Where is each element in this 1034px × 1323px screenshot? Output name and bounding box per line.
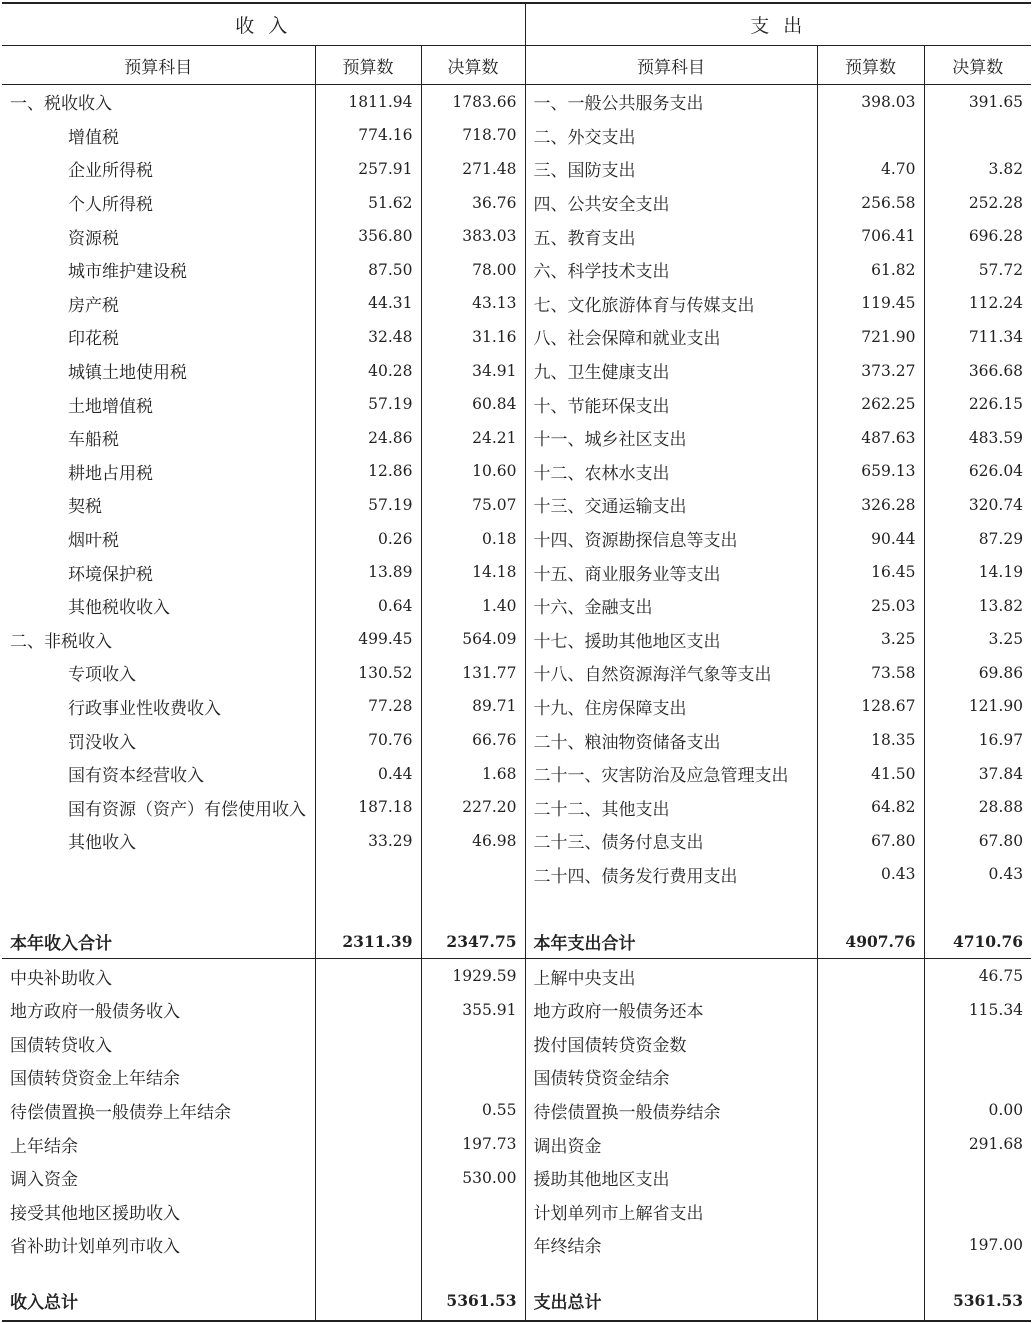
expense-actual-value: 366.68 — [968, 361, 1024, 380]
empty-cell — [2, 1262, 315, 1282]
income-transfer-item: 接受其他地区援助收入 — [2, 1194, 315, 1228]
table-row — [2, 790, 1031, 824]
expense-item: 八、社会保障和就业支出 — [525, 320, 817, 354]
table-row — [2, 555, 1031, 589]
expense-actual-header: 决算数 — [924, 46, 1031, 85]
income-transfer-value: 530.00 — [421, 1161, 525, 1195]
income-transfer-value — [421, 1060, 525, 1094]
expense-actual-value: 16.97 — [978, 731, 1024, 750]
income-item: 专项收入 — [2, 656, 315, 690]
expense-transfer-value: 115.34 — [968, 1000, 1024, 1019]
expense-budget-value: 4.70 — [817, 152, 924, 186]
income-transfer-item: 中央补助收入 — [2, 959, 315, 993]
expense-budget-value: 3.25 — [817, 623, 924, 657]
income-budget-value: 40.28 — [315, 354, 421, 388]
income-year-total-budget: 2311.39 — [315, 925, 421, 959]
transfer-row — [2, 1026, 1031, 1060]
expense-budget-value: 706.41 — [817, 219, 924, 253]
income-actual-value: 227.20 — [421, 790, 525, 824]
expense-subject-header: 预算科目 — [525, 46, 817, 85]
income-item: 烟叶税 — [2, 522, 315, 556]
budget-table-body — [2, 3, 1031, 1321]
table-row — [2, 824, 1031, 858]
income-item — [2, 858, 315, 892]
income-item: 土地增值税 — [2, 387, 315, 421]
income-budget-value: 0.64 — [315, 589, 421, 623]
table-row — [2, 723, 1031, 757]
empty-cell — [315, 1228, 421, 1262]
empty-cell — [817, 1060, 924, 1094]
empty-cell — [2, 891, 315, 925]
table-row — [2, 287, 1031, 321]
income-transfer-value: 0.55 — [421, 1094, 525, 1128]
income-item: 个人所得税 — [2, 186, 315, 220]
income-grand-total-value: 5361.53 — [421, 1282, 525, 1321]
income-actual-value: 131.77 — [421, 656, 525, 690]
table-row — [2, 623, 1031, 657]
empty-cell — [817, 1026, 924, 1060]
income-actual-value: 75.07 — [421, 488, 525, 522]
expense-year-total-actual: 4710.76 — [924, 925, 1031, 959]
expense-actual-value: 483.59 — [968, 428, 1024, 447]
expense-budget-value: 16.45 — [817, 555, 924, 589]
income-transfer-value — [421, 1228, 525, 1262]
income-actual-value: 34.91 — [421, 354, 525, 388]
income-actual-value: 43.13 — [421, 287, 525, 321]
expense-transfer-value — [924, 1161, 1031, 1195]
income-grand-total-label: 收入总计 — [2, 1282, 315, 1321]
expense-actual-value: 626.04 — [968, 462, 1024, 481]
expense-budget-header: 预算数 — [817, 46, 924, 85]
empty-cell — [924, 891, 1031, 925]
expense-year-total-budget: 4907.76 — [817, 925, 924, 959]
income-item: 环境保护税 — [2, 555, 315, 589]
income-transfer-value — [421, 1026, 525, 1060]
income-actual-value — [421, 858, 525, 892]
income-item: 企业所得税 — [2, 152, 315, 186]
empty-cell — [315, 993, 421, 1027]
empty-cell — [525, 891, 817, 925]
income-transfer-value — [421, 1194, 525, 1228]
expense-transfer-value — [924, 1194, 1031, 1228]
empty-cell — [315, 1094, 421, 1128]
income-budget-value — [315, 858, 421, 892]
table-row — [2, 119, 1031, 153]
income-item: 城镇土地使用税 — [2, 354, 315, 388]
expense-actual-value: 67.80 — [978, 831, 1024, 850]
income-actual-value: 66.76 — [421, 723, 525, 757]
expense-budget-value: 373.27 — [817, 354, 924, 388]
expense-budget-value: 64.82 — [817, 790, 924, 824]
income-budget-value: 32.48 — [315, 320, 421, 354]
income-section-title: 收 入 — [2, 3, 525, 46]
income-actual-value: 0.18 — [421, 522, 525, 556]
expense-budget-value: 398.03 — [817, 85, 924, 119]
table-row — [2, 656, 1031, 690]
expense-item: 十六、金融支出 — [525, 589, 817, 623]
expense-item: 二十一、灾害防治及应急管理支出 — [525, 757, 817, 791]
expense-budget-value — [817, 119, 924, 153]
table-row — [2, 488, 1031, 522]
expense-budget-value: 67.80 — [817, 824, 924, 858]
expense-item: 二、外交支出 — [525, 119, 817, 153]
income-budget-value: 51.62 — [315, 186, 421, 220]
empty-cell — [924, 1262, 1031, 1282]
table-row — [2, 589, 1031, 623]
expense-transfer-item: 国债转贷资金结余 — [525, 1060, 817, 1094]
income-budget-value: 356.80 — [315, 219, 421, 253]
income-budget-value: 44.31 — [315, 287, 421, 321]
income-item: 城市维护建设税 — [2, 253, 315, 287]
table-row — [2, 219, 1031, 253]
income-transfer-value: 1929.59 — [421, 959, 525, 993]
expense-item: 十九、住房保障支出 — [525, 690, 817, 724]
expense-budget-value: 326.28 — [817, 488, 924, 522]
empty-cell — [817, 1282, 924, 1321]
expense-item: 五、教育支出 — [525, 219, 817, 253]
expense-year-total-label: 本年支出合计 — [525, 925, 817, 959]
income-actual-value: 718.70 — [421, 119, 525, 153]
expense-transfer-item: 援助其他地区支出 — [525, 1161, 817, 1195]
column-header-row — [2, 46, 1031, 85]
income-item: 资源税 — [2, 219, 315, 253]
expense-transfer-item: 调出资金 — [525, 1127, 817, 1161]
empty-cell — [817, 959, 924, 993]
expense-budget-value: 119.45 — [817, 287, 924, 321]
empty-cell — [817, 1262, 924, 1282]
income-budget-value: 24.86 — [315, 421, 421, 455]
expense-actual-value: 711.34 — [968, 327, 1024, 346]
expense-actual-value: 3.25 — [988, 630, 1024, 649]
table-row — [2, 858, 1031, 892]
expense-transfer-item: 地方政府一般债务还本 — [525, 993, 817, 1027]
income-actual-header: 决算数 — [421, 46, 525, 85]
expense-item: 十二、农林水支出 — [525, 455, 817, 489]
income-actual-value: 10.60 — [421, 455, 525, 489]
expense-item: 十一、城乡社区支出 — [525, 421, 817, 455]
income-budget-value: 70.76 — [315, 723, 421, 757]
income-year-total-label: 本年收入合计 — [2, 925, 315, 959]
expense-item: 二十、粮油物资储备支出 — [525, 723, 817, 757]
income-budget-value: 57.19 — [315, 488, 421, 522]
table-row — [2, 320, 1031, 354]
income-item: 行政事业性收费收入 — [2, 690, 315, 724]
expense-item: 七、文化旅游体育与传媒支出 — [525, 287, 817, 321]
expense-item: 二十三、债务付息支出 — [525, 824, 817, 858]
empty-cell — [817, 891, 924, 925]
income-budget-header: 预算数 — [315, 46, 421, 85]
income-year-total-actual: 2347.75 — [421, 925, 525, 959]
income-transfer-item: 地方政府一般债务收入 — [2, 993, 315, 1027]
expense-transfer-item: 年终结余 — [525, 1228, 817, 1262]
expense-transfer-value: 46.75 — [978, 967, 1024, 986]
expense-actual-value: 87.29 — [978, 529, 1024, 548]
income-actual-value: 1783.66 — [421, 85, 525, 119]
expense-transfer-item: 计划单列市上解省支出 — [525, 1194, 817, 1228]
expense-transfer-value: 291.68 — [968, 1135, 1024, 1154]
income-actual-value: 24.21 — [421, 421, 525, 455]
expense-actual-value: 28.88 — [978, 798, 1024, 817]
year-total-row — [2, 925, 1031, 959]
expense-budget-value: 41.50 — [817, 757, 924, 791]
income-item: 增值税 — [2, 119, 315, 153]
transfer-row — [2, 1228, 1031, 1262]
expense-grand-total-label: 支出总计 — [525, 1282, 817, 1321]
expense-transfer-value: 0.00 — [988, 1101, 1024, 1120]
income-actual-value: 271.48 — [421, 152, 525, 186]
expense-budget-value: 487.63 — [817, 421, 924, 455]
expense-actual-value — [924, 119, 1031, 153]
expense-actual-value: 14.19 — [978, 563, 1024, 582]
income-budget-value: 0.26 — [315, 522, 421, 556]
income-budget-value: 13.89 — [315, 555, 421, 589]
spacer-row — [2, 1262, 1031, 1282]
empty-cell — [315, 1161, 421, 1195]
empty-cell — [817, 993, 924, 1027]
table-row — [2, 186, 1031, 220]
income-actual-value: 46.98 — [421, 824, 525, 858]
expense-item: 一、一般公共服务支出 — [525, 85, 817, 119]
table-row — [2, 253, 1031, 287]
income-item: 耕地占用税 — [2, 455, 315, 489]
expense-item: 三、国防支出 — [525, 152, 817, 186]
empty-cell — [421, 1262, 525, 1282]
table-row — [2, 354, 1031, 388]
income-budget-value: 0.44 — [315, 757, 421, 791]
income-actual-value: 1.68 — [421, 757, 525, 791]
empty-cell — [817, 1161, 924, 1195]
expense-actual-value: 226.15 — [968, 395, 1024, 414]
expense-item: 十七、援助其他地区支出 — [525, 623, 817, 657]
expense-transfer-item: 待偿债置换一般债券结余 — [525, 1094, 817, 1128]
income-transfer-item: 国债转贷收入 — [2, 1026, 315, 1060]
table-row — [2, 85, 1031, 119]
expense-budget-value: 262.25 — [817, 387, 924, 421]
expense-actual-value: 0.43 — [988, 865, 1024, 884]
income-actual-value: 14.18 — [421, 555, 525, 589]
income-item: 房产税 — [2, 287, 315, 321]
income-item: 罚没收入 — [2, 723, 315, 757]
empty-cell — [525, 1262, 817, 1282]
income-transfer-value: 197.73 — [421, 1127, 525, 1161]
expense-budget-value: 0.43 — [817, 858, 924, 892]
empty-cell — [315, 1026, 421, 1060]
expense-grand-total-value: 5361.53 — [924, 1282, 1031, 1321]
table-row — [2, 421, 1031, 455]
income-item: 二、非税收入 — [2, 623, 315, 657]
table-row — [2, 757, 1031, 791]
income-item: 其他收入 — [2, 824, 315, 858]
transfer-row — [2, 1194, 1031, 1228]
expense-transfer-value: 197.00 — [968, 1235, 1024, 1254]
table-row — [2, 387, 1031, 421]
expense-transfer-value — [924, 1060, 1031, 1094]
section-header-row — [2, 3, 1031, 46]
expense-actual-value: 320.74 — [968, 495, 1024, 514]
expense-budget-value: 721.90 — [817, 320, 924, 354]
income-subject-header: 预算科目 — [2, 46, 315, 85]
empty-cell — [817, 1194, 924, 1228]
transfer-row — [2, 1060, 1031, 1094]
empty-cell — [315, 1127, 421, 1161]
income-item: 其他税收收入 — [2, 589, 315, 623]
expense-actual-value: 57.72 — [978, 260, 1024, 279]
expense-transfer-value — [924, 1026, 1031, 1060]
expense-budget-value: 128.67 — [817, 690, 924, 724]
empty-cell — [817, 1228, 924, 1262]
transfer-row — [2, 959, 1031, 993]
table-row — [2, 522, 1031, 556]
expense-actual-value: 3.82 — [988, 159, 1024, 178]
expense-actual-value: 37.84 — [978, 764, 1024, 783]
transfer-row — [2, 1094, 1031, 1128]
income-actual-value: 60.84 — [421, 387, 525, 421]
income-actual-value: 89.71 — [421, 690, 525, 724]
income-actual-value: 1.40 — [421, 589, 525, 623]
expense-actual-value: 252.28 — [968, 193, 1024, 212]
income-item: 印花税 — [2, 320, 315, 354]
expense-item: 六、科学技术支出 — [525, 253, 817, 287]
empty-cell — [315, 891, 421, 925]
transfer-row — [2, 993, 1031, 1027]
expense-item: 二十二、其他支出 — [525, 790, 817, 824]
expense-item: 十三、交通运输支出 — [525, 488, 817, 522]
expense-transfer-item: 拨付国债转贷资金数 — [525, 1026, 817, 1060]
expense-item: 十、节能环保支出 — [525, 387, 817, 421]
expense-actual-value: 391.65 — [968, 92, 1024, 111]
income-item: 国有资源（资产）有偿使用收入 — [2, 790, 315, 824]
expense-budget-value: 18.35 — [817, 723, 924, 757]
table-row — [2, 690, 1031, 724]
empty-cell — [315, 1262, 421, 1282]
empty-cell — [315, 1282, 421, 1321]
spacer-row — [2, 891, 1031, 925]
income-item: 契税 — [2, 488, 315, 522]
income-budget-value: 187.18 — [315, 790, 421, 824]
income-transfer-item: 国债转贷资金上年结余 — [2, 1060, 315, 1094]
income-budget-value: 499.45 — [315, 623, 421, 657]
expense-actual-value: 112.24 — [968, 294, 1024, 313]
expense-item: 十五、商业服务业等支出 — [525, 555, 817, 589]
expense-budget-value: 90.44 — [817, 522, 924, 556]
expense-item: 九、卫生健康支出 — [525, 354, 817, 388]
expense-item: 十八、自然资源海洋气象等支出 — [525, 656, 817, 690]
income-budget-value: 774.16 — [315, 119, 421, 153]
empty-cell — [817, 1094, 924, 1128]
table-row — [2, 455, 1031, 489]
income-item: 一、税收收入 — [2, 85, 315, 119]
expense-budget-value: 256.58 — [817, 186, 924, 220]
income-actual-value: 78.00 — [421, 253, 525, 287]
expense-actual-value: 69.86 — [978, 663, 1024, 682]
expense-budget-value: 73.58 — [817, 656, 924, 690]
expense-item: 十四、资源勘探信息等支出 — [525, 522, 817, 556]
income-actual-value: 31.16 — [421, 320, 525, 354]
expense-budget-value: 25.03 — [817, 589, 924, 623]
budget-table — [2, 2, 1031, 1322]
grand-total-row — [2, 1282, 1031, 1321]
expense-actual-value: 121.90 — [968, 697, 1024, 716]
empty-cell — [315, 1194, 421, 1228]
income-item: 车船税 — [2, 421, 315, 455]
table-row — [2, 152, 1031, 186]
income-transfer-item: 待偿债置换一般债券上年结余 — [2, 1094, 315, 1128]
expense-budget-value: 659.13 — [817, 455, 924, 489]
expense-budget-value: 61.82 — [817, 253, 924, 287]
income-budget-value: 87.50 — [315, 253, 421, 287]
income-transfer-item: 调入资金 — [2, 1161, 315, 1195]
income-actual-value: 564.09 — [421, 623, 525, 657]
income-item: 国有资本经营收入 — [2, 757, 315, 791]
empty-cell — [817, 1127, 924, 1161]
income-actual-value: 383.03 — [421, 219, 525, 253]
expense-transfer-item: 上解中央支出 — [525, 959, 817, 993]
income-actual-value: 36.76 — [421, 186, 525, 220]
transfer-row — [2, 1161, 1031, 1195]
expense-actual-value: 696.28 — [968, 227, 1024, 246]
empty-cell — [315, 1060, 421, 1094]
income-transfer-item: 上年结余 — [2, 1127, 315, 1161]
transfer-row — [2, 1127, 1031, 1161]
empty-cell — [421, 891, 525, 925]
expense-actual-value: 13.82 — [978, 596, 1024, 615]
income-budget-value: 12.86 — [315, 455, 421, 489]
income-budget-value: 57.19 — [315, 387, 421, 421]
income-budget-value: 77.28 — [315, 690, 421, 724]
expense-item: 四、公共安全支出 — [525, 186, 817, 220]
empty-cell — [315, 959, 421, 993]
expense-section-title: 支 出 — [525, 3, 1031, 46]
expense-item: 二十四、债务发行费用支出 — [525, 858, 817, 892]
income-budget-value: 130.52 — [315, 656, 421, 690]
income-budget-value: 1811.94 — [315, 85, 421, 119]
income-budget-value: 257.91 — [315, 152, 421, 186]
income-transfer-value: 355.91 — [421, 993, 525, 1027]
income-transfer-item: 省补助计划单列市收入 — [2, 1228, 315, 1262]
income-budget-value: 33.29 — [315, 824, 421, 858]
